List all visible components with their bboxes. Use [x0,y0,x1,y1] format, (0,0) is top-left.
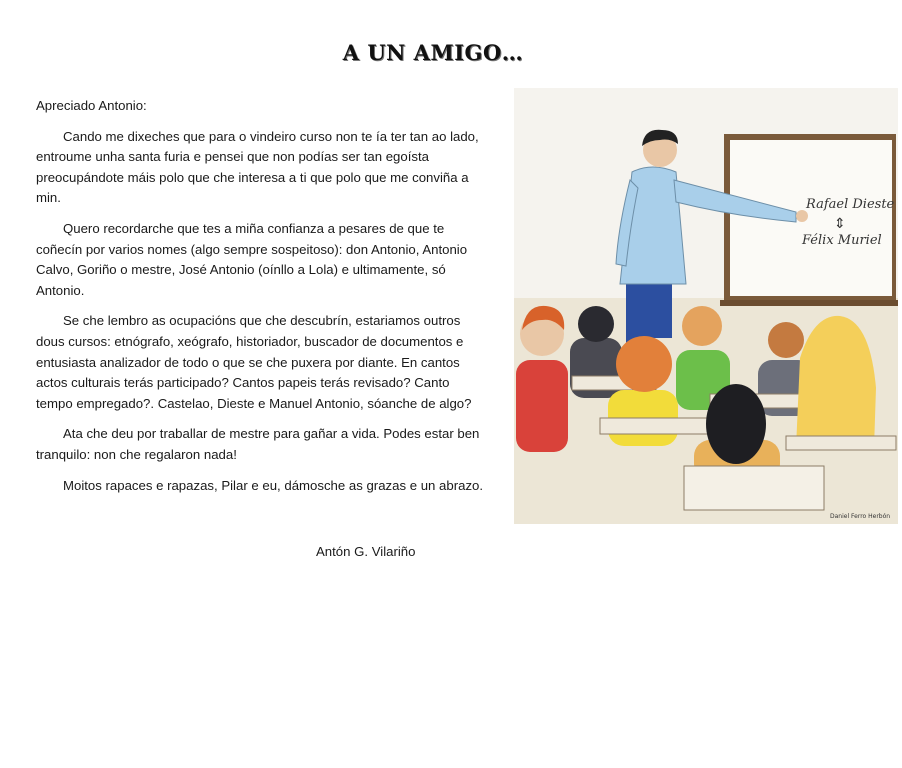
teacher-hand [796,210,808,222]
salutation: Apreciado Antonio: [36,98,147,113]
teacher-leg-right [648,278,672,338]
document-title: A UN AMIGO… [342,40,524,65]
student-front-left [516,306,568,452]
paragraph-1: Cando me dixeches que para o vindeiro curso non te ía ter tan ao lado, entroume unha santa furia e pensei que non podías ser tan egoísta preocupándote máis polo que che interesa a ti que polo que me conviña a min. [36,128,479,206]
desk-front-mid [600,418,710,434]
paragraph-3: Se che lembro as ocupacións que che descubrín, estariamos outros dous cursos: etnógrafo, xeógrafo, historiador, buscador de documentos e entusiasta analizador de todo o que se che puxera por diante. En cantos actos culturais terás participado? Cantos papeis terás revisado? Canto tempo empregado?. Castelao, Dieste e Manuel Antonio, sóanche de algo? [36,313,472,411]
classroom-drawing [514,88,898,524]
paragraph-5: Moitos rapaces e rapazas, Pilar e eu, dámosche as grazas e un abrazo. [63,477,484,493]
letter-body [36,96,488,506]
paragraph-4: Ata che deu por traballar de mestre para gañar a vida. Podes estar ben tranquilo: non che regalaron nada! [36,426,480,462]
student-hair [616,336,672,392]
student-hair [768,322,804,358]
signature: Antón G. Vilariño [316,544,416,559]
board-text-2: Félix Muriel [802,233,882,248]
student-sweater [516,360,568,452]
board-surface [730,140,892,296]
student-hair [578,306,614,342]
classroom-illustration [514,88,898,524]
desk-right [786,436,896,450]
paragraph-2: Quero recordarche que tes a miña confianza a pesares de que te coñecín por varios nomes (algo sempre sospeitoso): don Antonio, Antonio Calvo, Goriño o mestre, José Antonio (oínllo a Lola) e ultimamente, só Antonio. [36,220,468,298]
blackboard [720,134,898,306]
student-hair [706,384,766,464]
illustration-credit: Daniel Ferro Herbón [830,513,891,520]
board-text-1: Rafael Dieste [806,197,895,212]
desk-front-right [684,466,824,510]
board-arrow: ⇕ [834,216,846,232]
student-hair [682,306,722,346]
board-ledge [720,300,898,306]
